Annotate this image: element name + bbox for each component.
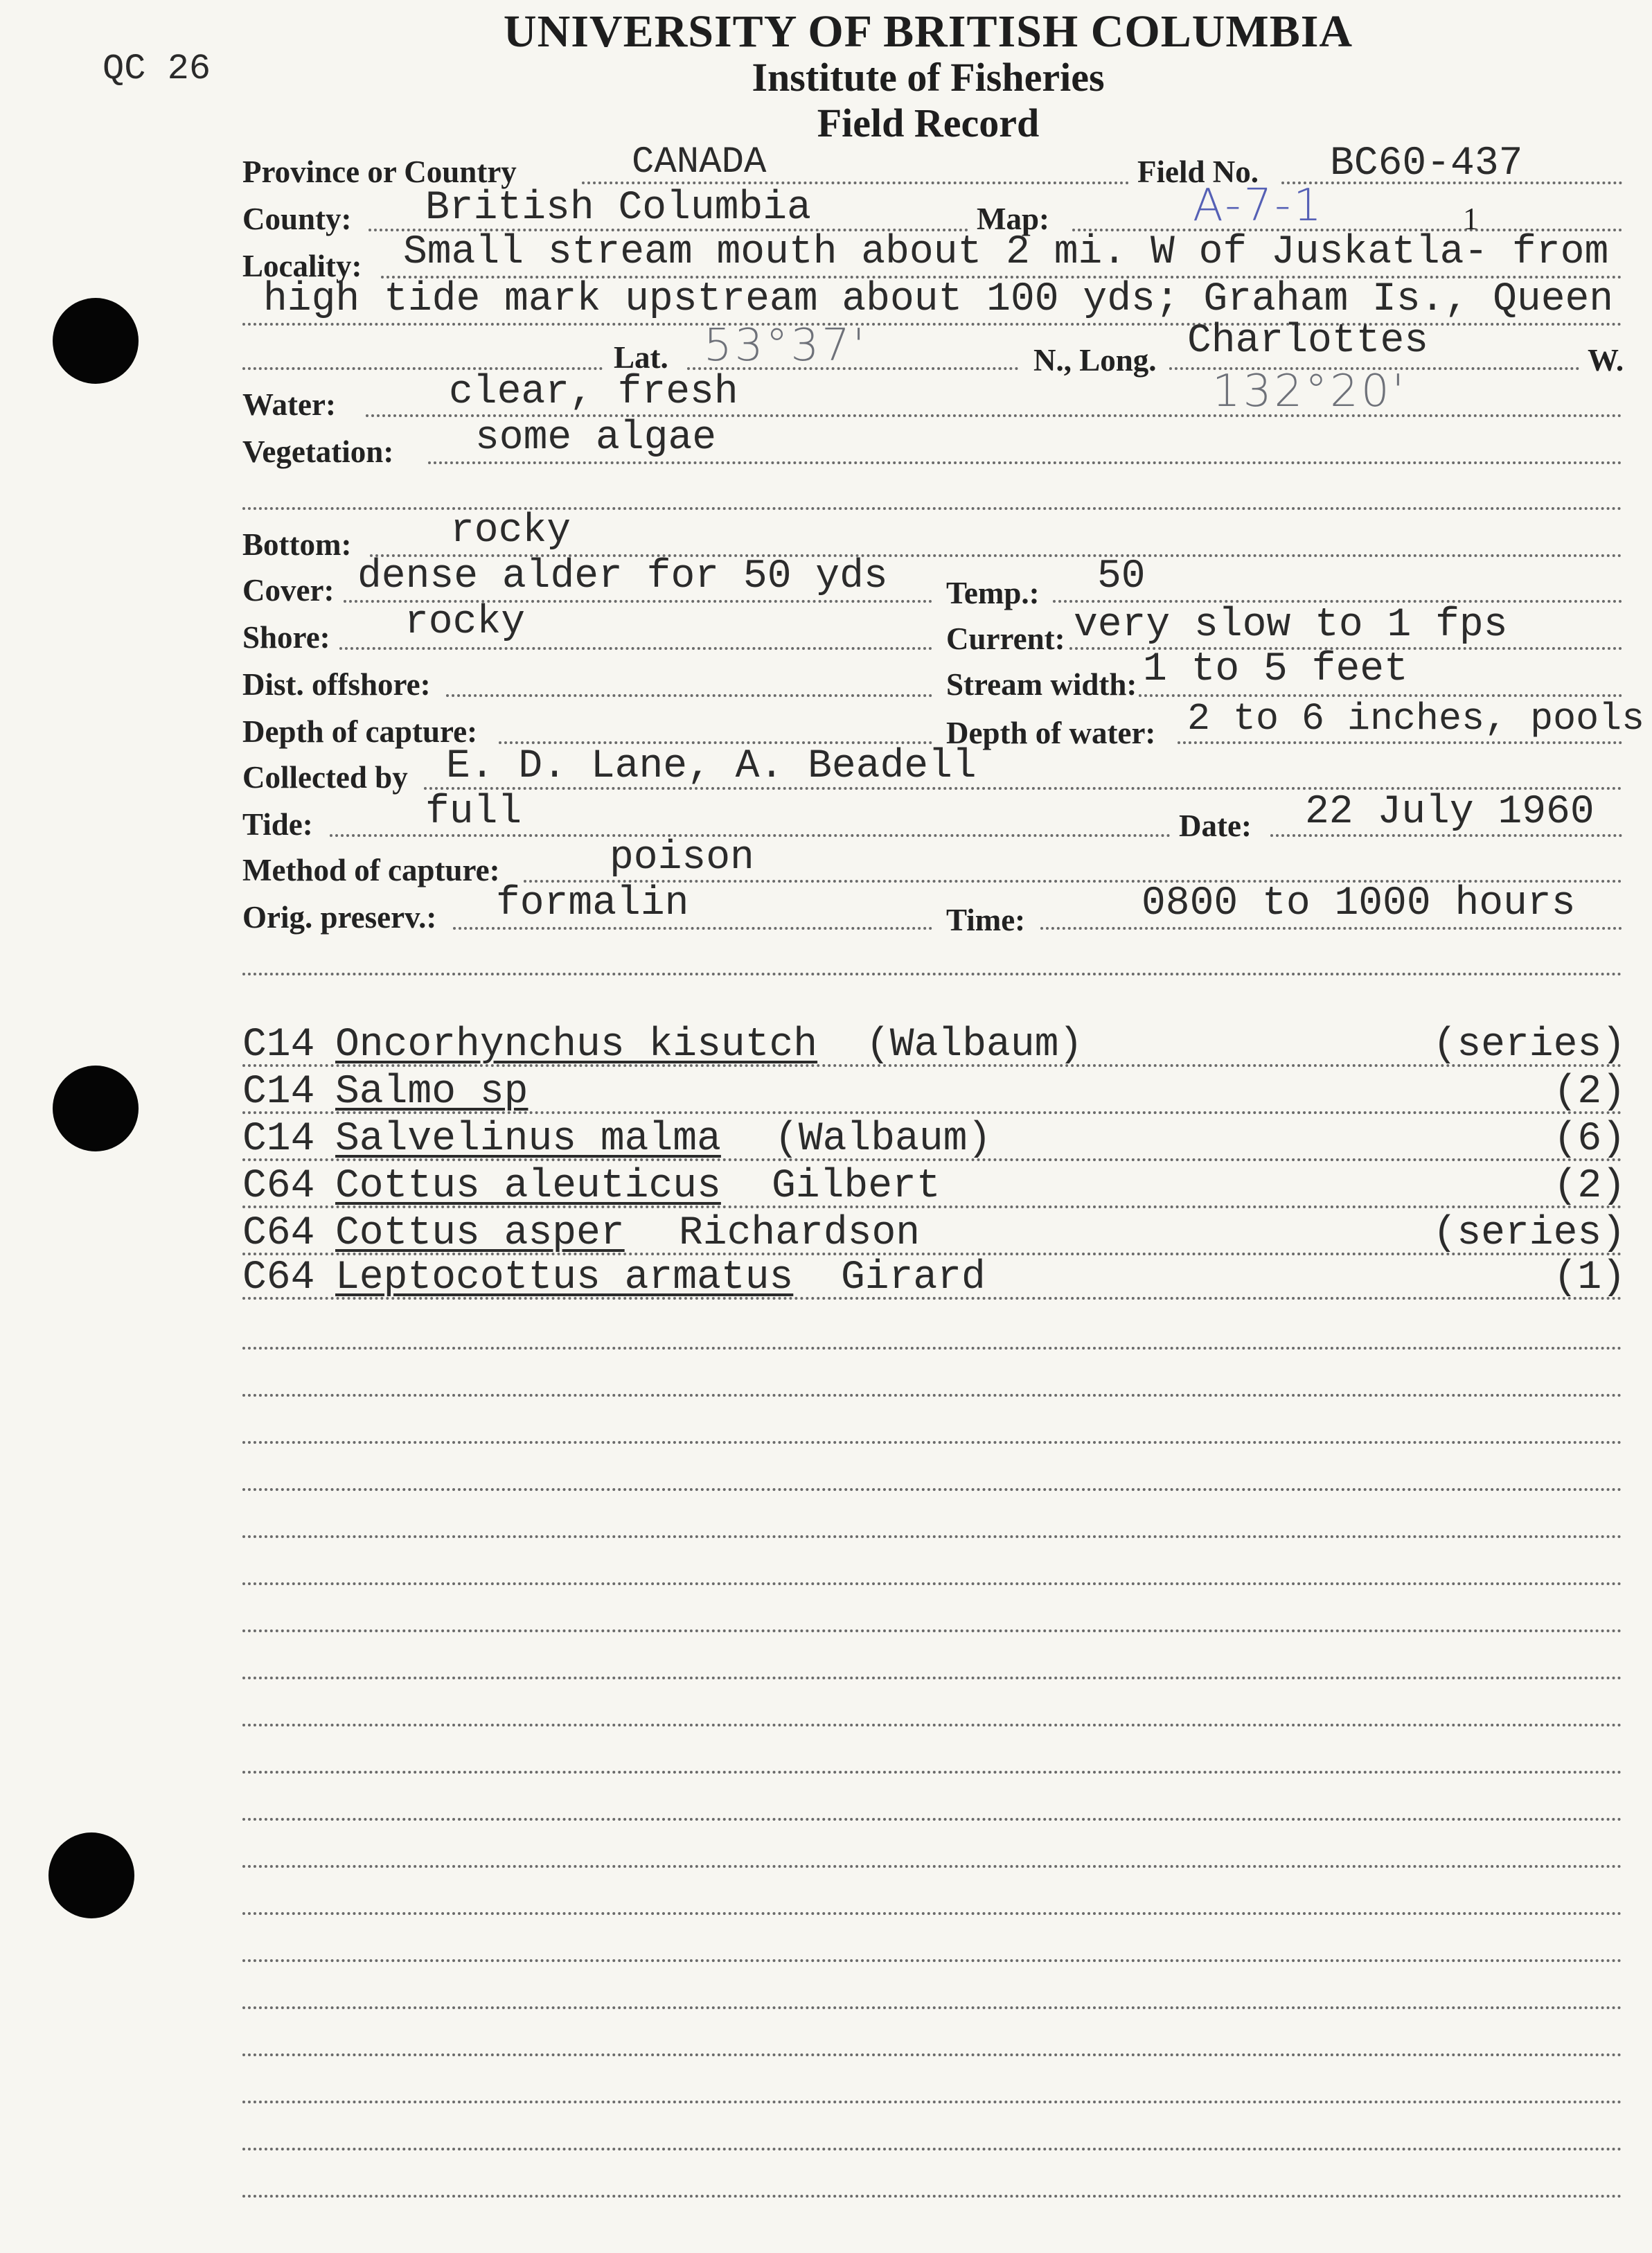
vegetation-line-2 xyxy=(242,507,1622,510)
locality-value-line-1[interactable]: Small stream mouth about 2 mi. W of Juskatla- from xyxy=(403,230,1609,275)
map-label: Map: xyxy=(977,202,1049,236)
time-label: Time: xyxy=(946,903,1026,937)
vegetation-line xyxy=(428,461,1622,464)
collected-by-value[interactable]: E. D. Lane, A. Beadell xyxy=(446,744,977,789)
institute-title: Institute of Fisheries xyxy=(752,55,1105,100)
preserv-value[interactable]: formalin xyxy=(496,881,689,926)
ruled-line xyxy=(242,1629,1622,1632)
university-title: UNIVERSITY OF BRITISH COLUMBIA xyxy=(503,6,1353,57)
species-name: Cottus aleuticus xyxy=(335,1164,721,1209)
shore-line xyxy=(339,647,932,650)
species-author: (Walbaum) xyxy=(866,1023,1083,1068)
bottom-label: Bottom: xyxy=(242,527,352,562)
temp-value[interactable]: 50 xyxy=(1097,554,1146,599)
tide-value[interactable]: full xyxy=(425,790,522,835)
vegetation-value[interactable]: some algae xyxy=(475,416,717,461)
preserv-label: Orig. preserv.: xyxy=(242,900,437,935)
shore-value[interactable]: rocky xyxy=(405,600,526,645)
current-label: Current: xyxy=(946,621,1065,656)
species-count: (6) xyxy=(1553,1117,1626,1162)
punch-hole-middle xyxy=(53,1066,139,1151)
ruled-line xyxy=(242,1912,1622,1915)
locality-value-line-3[interactable]: Charlottes xyxy=(1187,319,1429,364)
map-suffix: 1 xyxy=(1463,202,1479,236)
time-value[interactable]: 0800 to 1000 hours xyxy=(1142,881,1576,926)
map-value[interactable]: A-7-1 xyxy=(1193,180,1324,231)
depth-capture-label: Depth of capture: xyxy=(242,714,478,749)
county-value[interactable]: British Columbia xyxy=(425,186,811,231)
province-value[interactable]: CANADA xyxy=(632,141,767,184)
ruled-line xyxy=(242,1582,1622,1585)
ruled-line xyxy=(242,1818,1622,1821)
species-author: Girard xyxy=(841,1255,986,1300)
species-code: C14 xyxy=(242,1117,315,1162)
dist-offshore-label: Dist. offshore: xyxy=(242,667,431,702)
depth-water-value[interactable]: 2 to 6 inches, pools xyxy=(1187,697,1645,741)
ruled-line xyxy=(242,1535,1622,1538)
depth-water-line xyxy=(1178,741,1622,744)
ruled-line xyxy=(242,2195,1622,2198)
current-value[interactable]: very slow to 1 fps xyxy=(1074,603,1508,648)
depth-water-label: Depth of water: xyxy=(946,716,1156,750)
species-name: Cottus asper xyxy=(335,1211,625,1256)
species-author: Richardson xyxy=(679,1211,921,1256)
temp-label: Temp.: xyxy=(946,576,1040,610)
long-label: N., Long. xyxy=(1033,343,1157,378)
water-value[interactable]: clear, fresh xyxy=(449,370,738,415)
ruled-line xyxy=(242,1959,1622,1962)
dist-offshore-line xyxy=(446,694,932,697)
ruled-line xyxy=(242,2148,1622,2150)
blank-line xyxy=(242,973,1622,975)
species-code: C14 xyxy=(242,1023,315,1068)
stream-width-value[interactable]: 1 to 5 feet xyxy=(1143,647,1408,692)
ruled-line xyxy=(242,1677,1622,1679)
vegetation-label: Vegetation: xyxy=(242,434,394,469)
date-label: Date: xyxy=(1179,809,1252,843)
ruled-line xyxy=(242,1724,1622,1726)
lat-value[interactable]: 53°37' xyxy=(704,320,868,371)
shore-label: Shore: xyxy=(242,620,330,655)
bottom-value[interactable]: rocky xyxy=(450,509,571,554)
field-no-value[interactable]: BC60-437 xyxy=(1330,141,1523,186)
species-code: C64 xyxy=(242,1211,315,1256)
species-code: C14 xyxy=(242,1070,315,1115)
ruled-line xyxy=(242,2053,1622,2056)
catalog-code: QC 26 xyxy=(103,48,211,89)
long-value[interactable]: 132°20' xyxy=(1212,366,1407,417)
collected-by-label: Collected by xyxy=(242,760,408,795)
cover-value[interactable]: dense alder for 50 yds xyxy=(357,554,888,599)
punch-hole-bottom xyxy=(48,1832,134,1918)
date-value[interactable]: 22 July 1960 xyxy=(1305,790,1595,835)
field-no-label: Field No. xyxy=(1137,154,1259,189)
cover-label: Cover: xyxy=(242,573,335,608)
ruled-line xyxy=(242,2006,1622,2009)
species-author: (Walbaum) xyxy=(774,1117,992,1162)
water-label: Water: xyxy=(242,387,336,422)
locality-label: Locality: xyxy=(242,249,362,283)
ruled-line xyxy=(242,1394,1622,1397)
form-title: Field Record xyxy=(817,100,1040,145)
species-name: Oncorhynchus kisutch xyxy=(335,1023,818,1068)
method-label: Method of capture: xyxy=(242,853,500,887)
species-count: (2) xyxy=(1553,1164,1626,1209)
lat-label: Lat. xyxy=(614,340,668,375)
species-code: C64 xyxy=(242,1164,315,1209)
species-count: (1) xyxy=(1553,1255,1626,1300)
species-count: (series) xyxy=(1432,1211,1626,1256)
species-count: (2) xyxy=(1553,1070,1626,1115)
stream-width-label: Stream width: xyxy=(946,667,1137,702)
species-name: Salvelinus malma xyxy=(335,1117,721,1162)
time-line xyxy=(1040,927,1622,930)
province-label: Province or Country xyxy=(242,154,517,189)
ruled-line xyxy=(242,2101,1622,2103)
ruled-line xyxy=(242,1347,1622,1350)
ruled-line xyxy=(242,1441,1622,1444)
ruled-line xyxy=(242,1488,1622,1491)
method-value[interactable]: poison xyxy=(610,836,754,881)
tide-label: Tide: xyxy=(242,807,313,842)
long-suffix: W. xyxy=(1588,343,1624,378)
county-label: County: xyxy=(242,202,352,236)
species-name: Salmo sp xyxy=(335,1070,529,1115)
species-name: Leptocottus armatus xyxy=(335,1255,794,1300)
species-count: (series) xyxy=(1432,1023,1626,1068)
ruled-line xyxy=(242,1771,1622,1774)
preserv-line xyxy=(453,927,932,930)
ruled-line xyxy=(242,1865,1622,1868)
species-code: C64 xyxy=(242,1255,315,1300)
species-author: Gilbert xyxy=(772,1164,941,1209)
punch-hole-top xyxy=(53,298,139,384)
locality-value-line-2[interactable]: high tide mark upstream about 100 yds; Graham Is., Queen xyxy=(263,277,1614,322)
